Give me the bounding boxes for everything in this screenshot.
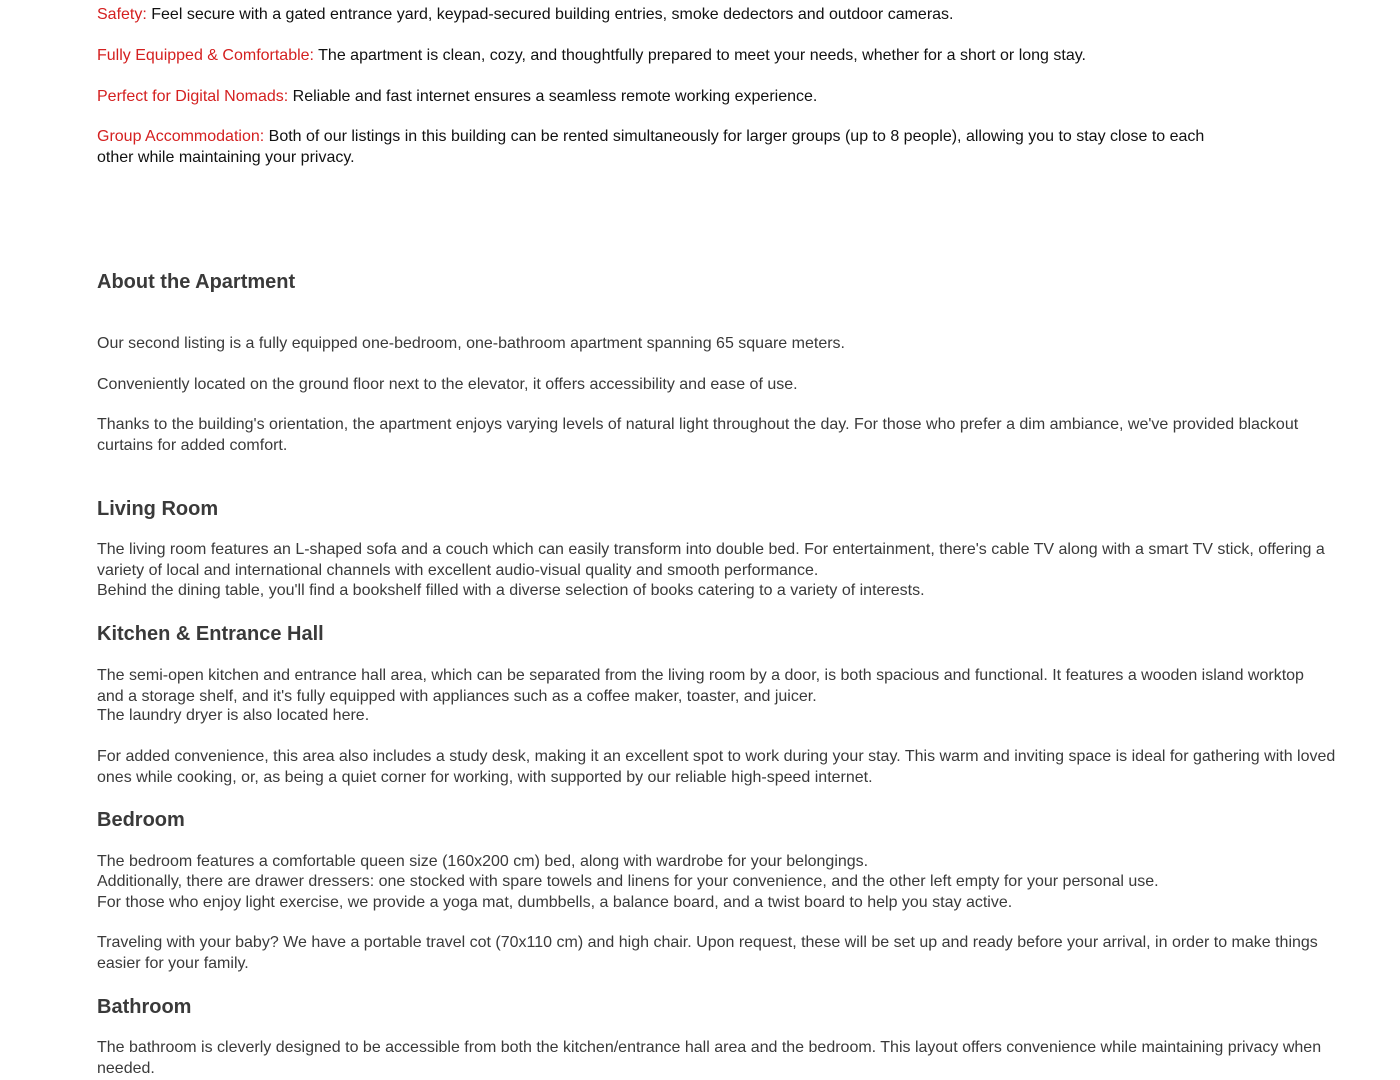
living-room-paragraph: The living room features an L-shaped sofa and a couch which can easily transform into double bed. For entertainment, there's cable TV along with a smart TV stick, offering a variety of local and international channels with excellent audio-visual quality and smooth performance.	[97, 541, 1325, 579]
feature-label: Fully Equipped & Comfortable:	[97, 47, 314, 64]
bathroom-paragraph: The bathroom is cleverly designed to be accessible from both the kitchen/entrance hall area and the bedroom. This layout offers convenience while maintaining privacy when needed.	[97, 1039, 1322, 1077]
feature-text: Reliable and fast internet ensures a seamless remote working experience.	[288, 88, 818, 105]
living-room-paragraph: Behind the dining table, you'll find a bookshelf filled with a diverse selection of books catering to a variety of interests.	[97, 582, 925, 599]
feature-text: The apartment is clean, cozy, and thoughtfully prepared to meet your needs, whether for a short or long stay.	[314, 47, 1086, 64]
feature-text: Both of our listings in this building can be rented simultaneously for larger groups (up to 8 people), allowing you to stay close to each other while maintaining your privacy.	[97, 128, 1205, 166]
feature-digital-nomads	[97, 87, 1362, 108]
bedroom-paragraph: For those who enjoy light exercise, we provide a yoga mat, dumbbells, a balance board, and a twist board to help you stay active.	[97, 894, 1013, 911]
kitchen-paragraph: The semi-open kitchen and entrance hall area, which can be separated from the living room by a door, is both spacious and functional. It features a wooden island worktop and a storage shelf, and it's fully equipped with appliances such as a coffee maker, toaster, and juicer.	[97, 667, 1304, 705]
bedroom-paragraph: The bedroom features a comfortable queen size (160x200 cm) bed, along with wardrobe for your belongings.	[97, 853, 869, 870]
section-heading-bathroom: Bathroom	[97, 996, 192, 1018]
feature-fully-equipped	[97, 46, 1362, 67]
kitchen-paragraph: The laundry dryer is also located here.	[97, 707, 370, 724]
bedroom-paragraph: Additionally, there are drawer dressers: one stocked with spare towels and linens for your convenience, and the other left empty for your personal use.	[97, 873, 1159, 890]
about-paragraph: Our second listing is a fully equipped one-bedroom, one-bathroom apartment spanning 65 square meters.	[97, 335, 845, 352]
section-heading-living-room: Living Room	[97, 498, 219, 520]
about-paragraph: Conveniently located on the ground floor next to the elevator, it offers accessibility and ease of use.	[97, 376, 798, 393]
feature-label: Safety:	[97, 6, 147, 23]
feature-safety	[97, 5, 1362, 26]
section-heading-about: About the Apartment	[97, 271, 296, 293]
feature-label: Perfect for Digital Nomads:	[97, 88, 289, 105]
about-paragraph: Thanks to the building's orientation, the apartment enjoys varying levels of natural light throughout the day. For those who prefer a dim ambiance, we've provided blackout curtains for added comfort.	[97, 416, 1299, 454]
feature-group-accommodation	[97, 127, 1237, 168]
bedroom-paragraph: Traveling with your baby? We have a portable travel cot (70x110 cm) and high chair. Upon request, these will be set up and ready before your arrival, in order to make things easier for your family.	[97, 934, 1318, 972]
section-heading-kitchen: Kitchen & Entrance Hall	[97, 623, 324, 645]
section-heading-bedroom: Bedroom	[97, 809, 185, 831]
feature-label: Group Accommodation:	[97, 128, 265, 145]
kitchen-paragraph: For added convenience, this area also includes a study desk, making it an excellent spot to work during your stay. This warm and inviting space is ideal for gathering with loved ones while cooking, or, as being a quiet corner for working, with supported by our reliable high-speed internet.	[97, 748, 1336, 786]
feature-text: Feel secure with a gated entrance yard, keypad-secured building entries, smoke dedectors and outdoor cameras.	[146, 6, 954, 23]
